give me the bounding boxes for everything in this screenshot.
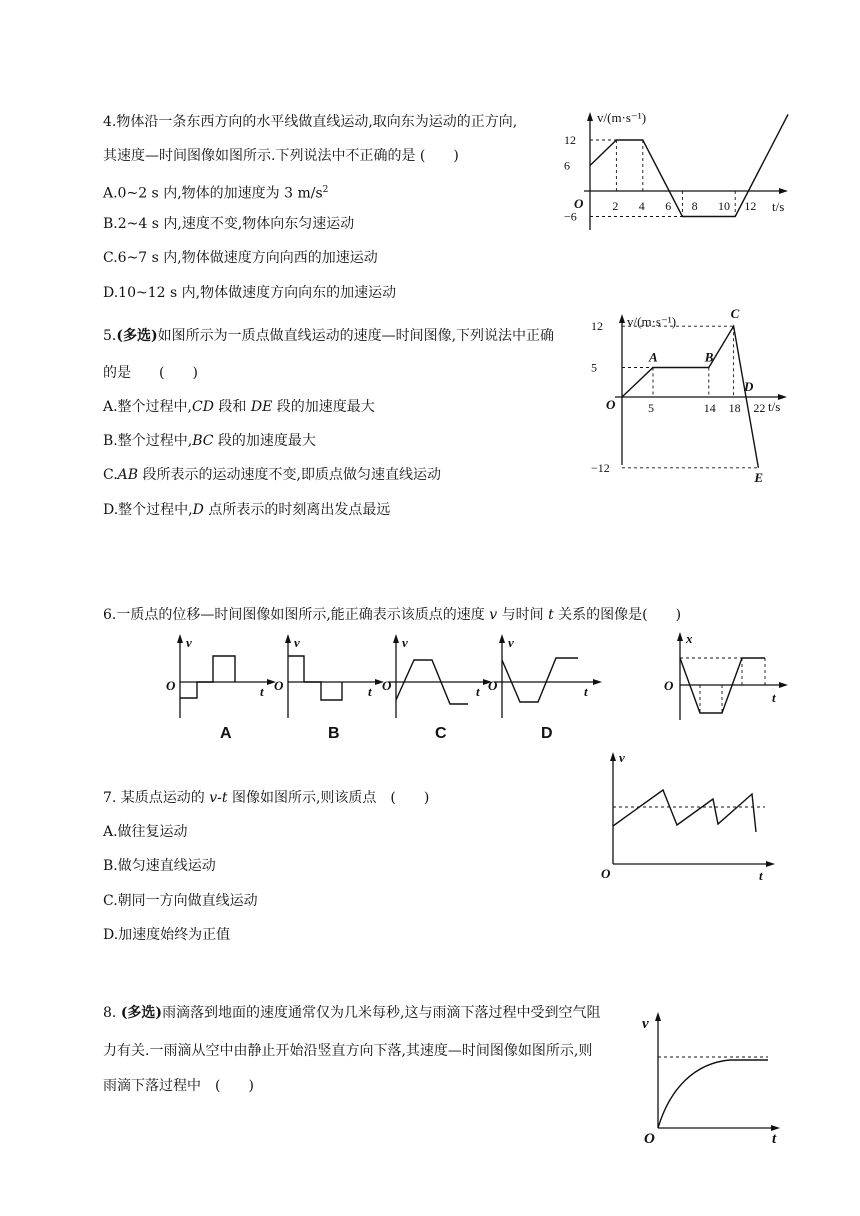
- q6-s4: 关系的图像是( ): [553, 607, 682, 623]
- q7-option-c: C.朝同一方向做直线运动: [103, 893, 258, 909]
- q6-option-a-label: A: [220, 725, 232, 742]
- q8-origin: O: [644, 1131, 655, 1147]
- q6-a-origin: O: [166, 678, 176, 693]
- q6-a-t: t: [260, 684, 264, 699]
- q5-num: 5.: [103, 328, 117, 344]
- q5-a-t2: 段和: [213, 399, 251, 415]
- q6-d-t: t: [584, 684, 588, 699]
- q4-option-a-text: A.0~2 s 内,物体的加速度为 3 m/s: [103, 185, 323, 202]
- q8-v: v: [642, 1016, 649, 1032]
- q5-a-t4: 段的加速度最大: [272, 399, 375, 415]
- q8-stem-line2: 力有关.一雨滴从空中由静止开始沿竖直方向下落,其速度—时间图像如图所示,则: [103, 1043, 593, 1059]
- q8-graph: [640, 1008, 790, 1148]
- q7-s2: 图像如图所示,则该质点 ( ): [227, 790, 430, 806]
- q6-s2: 与时间: [497, 607, 549, 623]
- q5-origin: O: [606, 397, 616, 412]
- q6-b-origin: O: [274, 678, 284, 693]
- q5-c-t2: 段所表示的运动速度不变,即质点做匀速直线运动: [138, 467, 441, 483]
- q5-d-t2: 点所表示的时刻离出发点最远: [203, 502, 391, 518]
- q4-y-tick: −6: [564, 209, 577, 224]
- q5-point-label: D: [744, 379, 754, 394]
- q4-graph: [560, 108, 800, 238]
- q6-option-c-label: C: [435, 725, 447, 742]
- q8-stem-text: 雨滴落到地面的速度通常仅为几米每秒,这与雨滴下落过程中受到空气阻: [162, 1005, 601, 1021]
- q5-d-t1: D: [192, 502, 204, 518]
- q7-s1: v-t: [209, 790, 228, 806]
- q4-x-tick: 12: [744, 199, 757, 213]
- q7-stem: [103, 789, 429, 807]
- q4-stem-line2: 其速度—时间图像如图所示.下列说法中不正确的是 ( ): [103, 148, 459, 164]
- q6-option-b-label: B: [328, 725, 340, 742]
- q5-stem-line2: 的是 ( ): [103, 365, 198, 381]
- q4-x-arrow: [779, 188, 788, 194]
- q6-xt-x: x: [686, 631, 693, 646]
- q7-option-a: A.做往复运动: [103, 824, 188, 840]
- q7-t: t: [759, 868, 763, 883]
- q7-option-d: D.加速度始终为正值: [103, 927, 231, 943]
- q6-d-v: v: [508, 635, 514, 650]
- q6-graph-a: [166, 634, 276, 742]
- q4-option-b: B.2~4 s 内,速度不变,物体向东匀速运动: [103, 216, 355, 232]
- q7-s0: 7. 某质点运动的: [103, 790, 210, 806]
- q5-y-tick: 12: [591, 319, 603, 334]
- q5-point-label: E: [754, 469, 764, 485]
- q5-y-arrow: [619, 314, 625, 323]
- q5-b-t2: 段的加速度最大: [213, 433, 316, 449]
- q5-option-d: [103, 501, 390, 519]
- q7-v: v: [619, 750, 625, 765]
- q6-c-v: v: [402, 635, 408, 650]
- q5-a-t1: CD: [192, 399, 214, 415]
- q5-point-label: C: [730, 306, 740, 322]
- q6-b-v: v: [294, 635, 300, 650]
- q5-point-label: B: [704, 349, 714, 365]
- q4-x-label: t/s: [772, 199, 785, 214]
- q6-d-origin: O: [488, 678, 498, 693]
- q6-c-t: t: [476, 684, 480, 699]
- q4-y-tick: 6: [564, 158, 570, 173]
- q8-stem-line3: 雨滴下落过程中 ( ): [103, 1078, 254, 1094]
- q6-stem: [103, 606, 681, 624]
- q6-s0: 6.一质点的位移—时间图像如图所示,能正确表示该质点的速度: [103, 607, 490, 623]
- q4-origin: O: [574, 196, 584, 211]
- q7-option-b: B.做匀速直线运动: [103, 858, 216, 874]
- q6-xt-t: t: [772, 690, 776, 705]
- q5-x-tick: 14: [703, 401, 716, 415]
- q4-y-arrow: [587, 112, 593, 121]
- q4-x-tick: 6: [665, 199, 672, 213]
- q6-a-v: v: [186, 635, 192, 650]
- q6-c-origin: O: [382, 678, 392, 693]
- q6-graph-d: [488, 634, 602, 742]
- q5-a-t3: DE: [250, 399, 273, 415]
- q5-a-t0: A.整个过程中,: [103, 399, 193, 415]
- q5-tag: (多选): [116, 328, 158, 344]
- q7-origin: O: [601, 866, 611, 881]
- q4-y-label: v/(m·s⁻¹): [597, 110, 647, 125]
- q4-stem-line1: 4.物体沿一条东西方向的水平线做直线运动,取向东为运动的正方向,: [103, 114, 518, 130]
- q5-x-tick: 5: [648, 401, 654, 415]
- q8-num: 8.: [103, 1005, 121, 1021]
- q8-t: t: [772, 1131, 777, 1147]
- q5-x-tick: 18: [728, 401, 741, 415]
- q5-c-t0: C.: [103, 467, 118, 483]
- q5-c-t1: AB: [117, 467, 139, 483]
- q5-d-t0: D.整个过程中,: [103, 502, 193, 518]
- q5-y-tick: −12: [591, 460, 610, 475]
- q5-b-t0: B.整个过程中,: [103, 433, 193, 449]
- q6-graph-b: [274, 634, 384, 742]
- q6-xt-origin: O: [664, 678, 674, 693]
- q4-option-d: D.10~12 s 内,物体做速度方向向东的加速运动: [103, 285, 397, 301]
- q5-point-label: A: [649, 349, 658, 365]
- q4-y-tick: 12: [564, 133, 576, 147]
- q4-x-tick: 8: [691, 199, 698, 213]
- q4-option-a: [103, 181, 328, 203]
- q5-graph: [585, 306, 805, 485]
- q5-x-tick: 22: [753, 401, 766, 415]
- q4-series-line: [590, 115, 788, 217]
- q4-option-a-sup: 2: [322, 185, 329, 195]
- q5-option-a: [103, 398, 375, 416]
- q6-s3: t: [548, 607, 554, 623]
- q5-stem-text: 如图所示为一质点做直线运动的速度—时间图像,下列说法中正确: [157, 328, 555, 344]
- q6-xt-graph: [660, 628, 800, 728]
- q6-options-graphs: [160, 630, 610, 750]
- q4-x-tick: 4: [638, 199, 645, 213]
- q6-graph-c: [382, 634, 492, 742]
- q6-b-t: t: [368, 684, 372, 699]
- q5-stem-line1: [103, 327, 554, 345]
- q7-graph: [595, 748, 785, 888]
- q6-s1: v: [489, 607, 498, 623]
- q4-ticks: [564, 133, 756, 224]
- q5-x-label: t/s: [768, 399, 781, 414]
- q5-b-t1: BC: [192, 433, 214, 449]
- q5-y-label: v/(m·s⁻¹): [627, 314, 677, 329]
- q6-option-d-label: D: [541, 725, 553, 742]
- q4-x-tick: 10: [718, 199, 730, 213]
- q4-option-c: C.6~7 s 内,物体做速度方向向西的加速运动: [103, 250, 378, 266]
- q4-x-tick: 2: [612, 199, 619, 213]
- q8-stem-line1: [103, 1004, 601, 1022]
- q5-option-c: [103, 466, 441, 484]
- q5-y-tick: 5: [591, 360, 597, 375]
- q5-option-b: [103, 432, 316, 450]
- q8-tag: (多选): [120, 1005, 163, 1021]
